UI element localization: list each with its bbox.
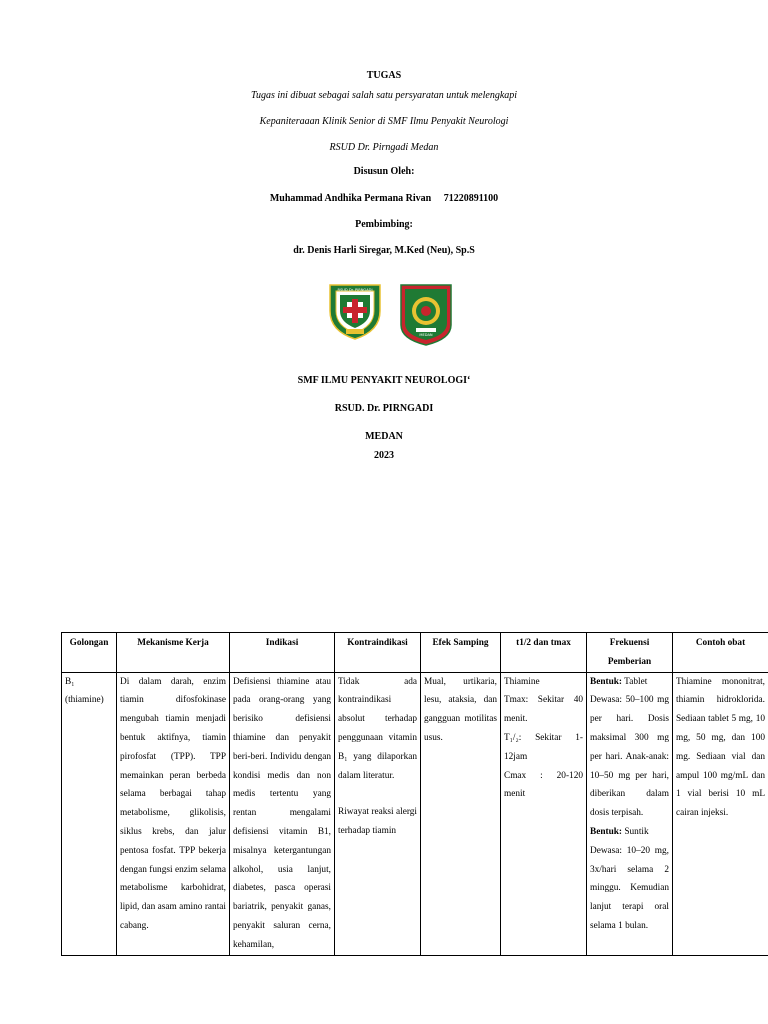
hospital-name: RSUD. Dr. PIRNGADI xyxy=(334,403,434,414)
city: MEDAN xyxy=(365,431,403,442)
doc-title: TUGAS xyxy=(366,70,402,81)
logos xyxy=(0,281,768,351)
cell-frekuensi xyxy=(587,672,673,955)
city-emblem xyxy=(399,283,453,347)
doc-subtitle-1: Tugas ini dibuat sebagai salah satu persyaratan untuk melengkapi xyxy=(250,90,518,101)
drug-table xyxy=(61,632,768,956)
golongan-code: B₁ xyxy=(65,676,75,687)
header-t-half: t1/2 dan tmax xyxy=(501,633,587,673)
bentuk-value: Tablet xyxy=(622,676,648,687)
header-kontraindikasi: Kontraindikasi xyxy=(335,633,421,673)
header-golongan: Golongan xyxy=(62,633,117,673)
tablet-dosage: Dewasa: 50–100 mg per hari. Dosis maksimal 300 mg per hari. Anak-anak: 10–50 mg per hari, diberikan dalam dosis terpisah. xyxy=(590,695,669,819)
cell-mekanisme: Di dalam darah, enzim tiamin difosfokinase mengubah tiamin menjadi bentuk aktifnya, tiamin pirofosfat (TPP). TPP memainkan peran berbeda selama berbagai tahap metabolisme, glikolisis, siklus krebs, dan jalur pentosa fosfat. TPP bekerja dengan fungsi enzim selama metabolisme karbohidrat, lipid, dan asam amino rantai cabang. xyxy=(117,672,230,955)
cell-kontraindikasi xyxy=(335,672,421,955)
header-indikasi: Indikasi xyxy=(230,633,335,673)
doc-subtitle-3: RSUD Dr. Pirngadi Medan xyxy=(329,142,439,153)
kontraindikasi-text-2: Riwayat reaksi alergi terhadap tiamin xyxy=(338,807,417,837)
cell-indikasi: Defisiensi thiamine atau pada orang-orang yang berisiko defisiensi thiamine dan penyakit beri-beri. Individu dengan kondisi medis dan non medis tertentu yang rentan mengalami defisiensi vitamin B1, misalnya ketergantungan alkohol, usia lanjut, diabetes, pasca operasi bariatrik, penyakit ganas, penyakit saluran cerna, kehamilan, xyxy=(230,672,335,955)
supervisor-label: Pembimbing: xyxy=(355,219,413,230)
header-frekuensi: Frekuensi Pemberian xyxy=(587,633,673,673)
cell-contoh-obat: Thiamine mononitrat, thiamin hidroklorida. Sediaan tablet 5 mg, 10 mg, 50 mg, dan 100 mg. Sediaan vial dan ampul 100 mg/mL dan 1 vial berisi 10 mL cairan injeksi. xyxy=(673,672,768,955)
emblem-caption: MEDAN xyxy=(419,333,433,337)
bentuk-value: Suntik xyxy=(622,826,649,837)
cell-golongan xyxy=(62,672,117,955)
header-mekanisme: Mekanisme Kerja xyxy=(117,633,230,673)
doc-subtitle-2: Kepaniteraaan Klinik Senior di SMF Ilmu Penyakit Neurologi xyxy=(259,116,509,127)
year: 2023 xyxy=(374,450,394,461)
header-contoh-obat: Contoh obat xyxy=(673,633,768,673)
cell-efek-samping: Mual, urtikaria, lesu, ataksia, dan gangguan motilitas usus. xyxy=(421,672,501,955)
bentuk-label: Bentuk: xyxy=(590,676,623,687)
t-half-drug: Thiamine xyxy=(504,676,540,687)
department: SMF ILMU PENYAKIT NEUROLOGI‘ xyxy=(297,375,471,386)
bentuk-tablet xyxy=(590,673,669,692)
golongan-name: (thiamine) xyxy=(65,695,104,706)
logo-seal-text: RSUD Dr. PIRNGADI xyxy=(337,288,373,292)
header-efek-samping: Efek Samping xyxy=(421,633,501,673)
cell-t-half xyxy=(501,672,587,955)
suntik-dosage: Dewasa: 10–20 mg, 3x/hari selama 2 minggu. Kemudian lanjut terapi oral selama 1 bulan. xyxy=(590,845,669,931)
bentuk-label: Bentuk: xyxy=(590,826,623,837)
table-row xyxy=(62,672,768,955)
hospital-logo xyxy=(326,281,384,341)
t-half-cmax: Cmax : 20-120 menit xyxy=(504,770,583,800)
t-half-tmax: Tmax: Sekitar 40 menit. xyxy=(504,695,583,725)
author-name: Muhammad Andhika Permana Rivan 71220891100 xyxy=(269,193,499,204)
prepared-by-label: Disusun Oleh: xyxy=(353,166,415,177)
bentuk-suntik xyxy=(590,823,669,842)
kontraindikasi-text-1: Tidak ada kontraindikasi absolut terhadap penggunaan vitamin B₁ yang dilaporkan dalam literatur. xyxy=(338,676,417,781)
supervisor-name: dr. Denis Harli Siregar, M.Ked (Neu), Sp.S xyxy=(293,245,475,256)
t-half-value: T₁/₂: Sekitar 1-12jam xyxy=(504,732,583,762)
table-header-row xyxy=(62,633,768,673)
